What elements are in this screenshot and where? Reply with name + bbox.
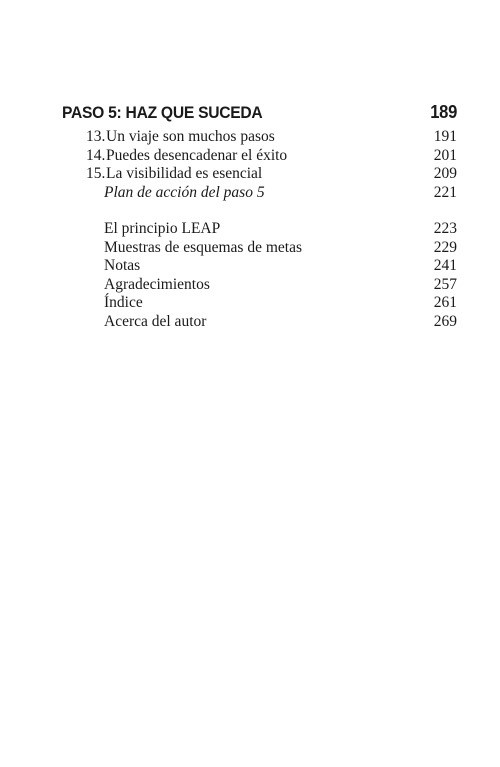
appendix-title: Acerca del autor xyxy=(104,312,207,330)
appendix-title: El principio LEAP xyxy=(104,220,221,237)
section-heading xyxy=(62,100,457,124)
toc-entry-chapter-13 xyxy=(62,128,457,147)
toc-entry-appendix-goal-samples xyxy=(62,239,457,258)
appendix-title: Notas xyxy=(104,257,141,274)
toc-entry-appendix-acknowledgements xyxy=(62,276,457,295)
appendix-title: Índice xyxy=(104,294,143,311)
toc-entries xyxy=(62,128,457,331)
action-plan-page-number: 221 xyxy=(433,183,457,201)
toc-entry-appendix-leap xyxy=(62,220,457,239)
chapter-page-number: 201 xyxy=(433,146,457,164)
appendix-page-number: 261 xyxy=(433,294,457,311)
appendix-page-number: 223 xyxy=(433,220,457,237)
chapter-title: La visibilidad es esencial xyxy=(106,165,263,182)
chapter-page-number: 209 xyxy=(433,165,457,182)
toc-entry-chapter-15 xyxy=(62,165,457,184)
appendix-page-number: 229 xyxy=(433,238,457,256)
chapter-page-number: 191 xyxy=(433,128,457,145)
section-page-number: 189 xyxy=(430,102,458,122)
toc-entry-appendix-about-author xyxy=(62,313,457,332)
appendix-title: Muestras de esquemas de metas xyxy=(104,238,302,256)
chapter-number: 13. xyxy=(86,128,106,145)
spacer xyxy=(62,202,457,220)
appendix-page-number: 241 xyxy=(433,257,457,274)
toc-entry-appendix-notes xyxy=(62,257,457,276)
toc-entry-chapter-14 xyxy=(62,147,457,166)
chapter-title: Puedes desencadenar el éxito xyxy=(106,146,288,164)
chapter-number: 14. xyxy=(86,146,106,164)
table-of-contents xyxy=(62,100,457,331)
chapter-title: Un viaje son muchos pasos xyxy=(106,128,275,145)
appendix-page-number: 257 xyxy=(433,275,457,293)
action-plan-title: Plan de acción del paso 5 xyxy=(104,183,265,201)
chapter-number: 15. xyxy=(86,165,106,182)
toc-entry-action-plan xyxy=(62,184,457,203)
appendix-title: Agradecimientos xyxy=(104,275,210,293)
toc-entry-appendix-index xyxy=(62,294,457,313)
appendix-page-number: 269 xyxy=(433,312,457,330)
section-title: PASO 5: HAZ QUE SUCEDA xyxy=(62,103,263,122)
